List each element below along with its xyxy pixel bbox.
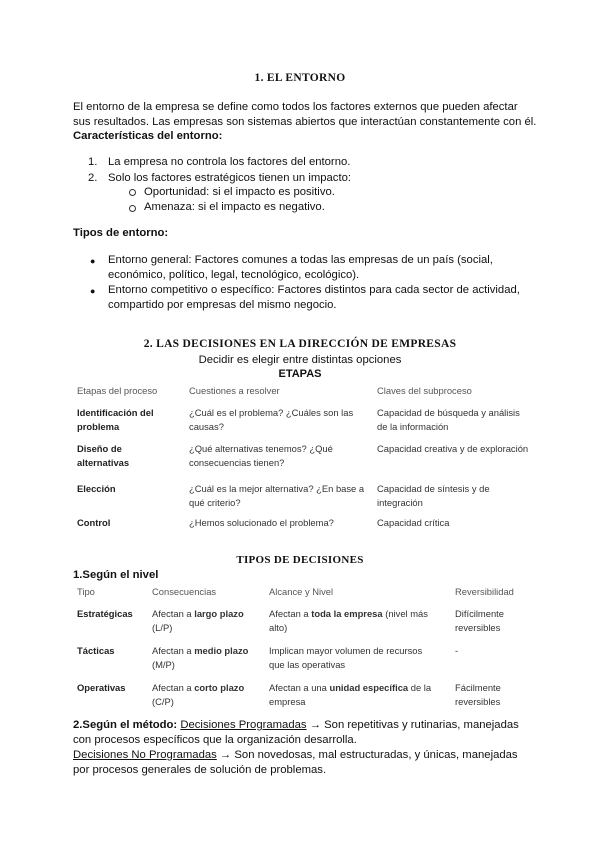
by-method-heading: 2.Según el método: xyxy=(73,719,178,731)
column-header: Cuestiones a resolver xyxy=(189,385,280,396)
table-row xyxy=(73,406,539,442)
hollow-bullet-icon xyxy=(129,205,136,212)
non-programmed-decisions-line-2: por procesos generales de solución de problemas. xyxy=(73,764,327,776)
table-row xyxy=(73,516,539,536)
questions-cell: ¿Qué alternativas tenemos? ¿Qué consecuencias tienen? xyxy=(189,443,333,468)
section-2-subtitle: Decidir es elegir entre distintas opciones xyxy=(198,354,402,366)
table-row xyxy=(73,442,539,482)
programmed-decisions-line-2: con procesos específicos que la organización desarrolla. xyxy=(73,734,357,746)
levels-table xyxy=(73,585,539,715)
type-item-line-2: económico, político, legal, tecnológico, ecológico). xyxy=(108,269,360,281)
consequences-cell: Afectan a corto plazo (C/P) xyxy=(152,682,245,707)
column-header: Reversibilidad xyxy=(455,586,514,597)
column-header: Consecuencias xyxy=(152,586,217,597)
stage-cell: Elección xyxy=(77,483,116,494)
non-programmed-line-1 xyxy=(73,748,543,764)
type-item-line-1: Entorno general: Factores comunes a todas las empresas de un país (social, xyxy=(108,254,493,266)
keys-cell: Capacidad de búsqueda y análisis de la información xyxy=(377,407,520,432)
impact-item: Oportunidad: si el impacto es positivo. xyxy=(144,186,335,198)
hollow-bullet-icon xyxy=(129,189,136,196)
type-cell: Operativas xyxy=(77,682,126,693)
type-item-line-2: compartido por empresas del mismo negocio. xyxy=(108,299,337,311)
list-number-1: 1. xyxy=(88,156,98,168)
type-cell: Estratégicas xyxy=(77,608,133,619)
impact-item: Amenaza: si el impacto es negativo. xyxy=(144,201,325,213)
column-header: Etapas del proceso xyxy=(77,385,158,396)
programmed-decisions-label: Decisiones Programadas xyxy=(180,719,307,731)
column-header: Claves del subproceso xyxy=(377,385,472,396)
column-header: Tipo xyxy=(77,586,95,597)
stages-heading: ETAPAS xyxy=(278,368,322,380)
bullet-icon: ● xyxy=(90,286,96,296)
table-header-row xyxy=(73,585,539,607)
type-item-line-1: Entorno competitivo o específico: Factores distintos para cada sector de actividad, xyxy=(108,284,520,296)
section-3-title: TIPOS DE DECISIONES xyxy=(236,554,364,566)
scope-cell: Afectan a una unidad específica de la empresa xyxy=(269,682,432,707)
scope-cell: Implican mayor volumen de recursos que las operativas xyxy=(269,645,423,670)
reversibility-cell: Difícilmente reversibles xyxy=(455,608,504,633)
table-row xyxy=(73,681,539,715)
table-row xyxy=(73,482,539,516)
consequences-cell: Afectan a medio plazo (M/P) xyxy=(152,645,249,670)
stage-cell: Identificación del problema xyxy=(77,407,154,432)
intro-paragraph-line-1: El entorno de la empresa se define como todos los factores externos que pueden afectar xyxy=(73,101,518,113)
non-programmed-decisions-label: Decisiones No Programadas xyxy=(73,749,217,761)
questions-cell: ¿Cuál es la mejor alternativa? ¿En base a qué criterio? xyxy=(189,483,365,508)
stage-cell: Diseño de alternativas xyxy=(77,443,130,468)
reversibility-cell: - xyxy=(455,645,459,656)
table-header-row xyxy=(73,384,539,406)
column-header: Alcance y Nivel xyxy=(269,586,334,597)
non-programmed-decisions-text: → Son novedosas, mal estructuradas, y únicas, manejadas xyxy=(216,749,518,761)
stages-table xyxy=(73,384,539,536)
stage-cell: Control xyxy=(77,517,111,528)
types-heading: Tipos de entorno: xyxy=(73,227,169,239)
reversibility-cell: Fácilmente reversibles xyxy=(455,682,501,707)
questions-cell: ¿Cuál es el problema? ¿Cuáles son las causas? xyxy=(189,407,354,432)
keys-cell: Capacidad de síntesis y de integración xyxy=(377,483,490,508)
programmed-decisions-text: → Son repetitivas y rutinarias, manejadas xyxy=(306,719,519,731)
scope-cell: Afectan a toda la empresa (nivel más alto) xyxy=(269,608,428,633)
type-cell: Tácticas xyxy=(77,645,115,656)
characteristic-item: La empresa no controla los factores del entorno. xyxy=(108,156,351,168)
list-number-2: 2. xyxy=(88,172,98,184)
by-method-line-1 xyxy=(73,718,543,734)
questions-cell: ¿Hemos solucionado el problema? xyxy=(189,517,334,528)
keys-cell: Capacidad creativa y de exploración xyxy=(377,443,529,454)
table-row xyxy=(73,644,539,681)
section-1-title: 1. EL ENTORNO xyxy=(254,72,346,84)
section-2-title: 2. LAS DECISIONES EN LA DIRECCIÓN DE EMPRESAS xyxy=(143,338,457,350)
consequences-cell: Afectan a largo plazo (L/P) xyxy=(152,608,244,633)
intro-paragraph-line-2: sus resultados. Las empresas son sistemas abiertos que interactúan constantemente con él. xyxy=(73,116,537,128)
by-level-heading: 1.Según el nivel xyxy=(73,569,159,581)
characteristic-item: Solo los factores estratégicos tienen un impacto: xyxy=(108,172,352,184)
keys-cell: Capacidad crítica xyxy=(377,517,450,528)
bullet-icon: ● xyxy=(90,256,96,266)
table-row xyxy=(73,607,539,644)
characteristics-heading: Características del entorno: xyxy=(73,130,223,142)
